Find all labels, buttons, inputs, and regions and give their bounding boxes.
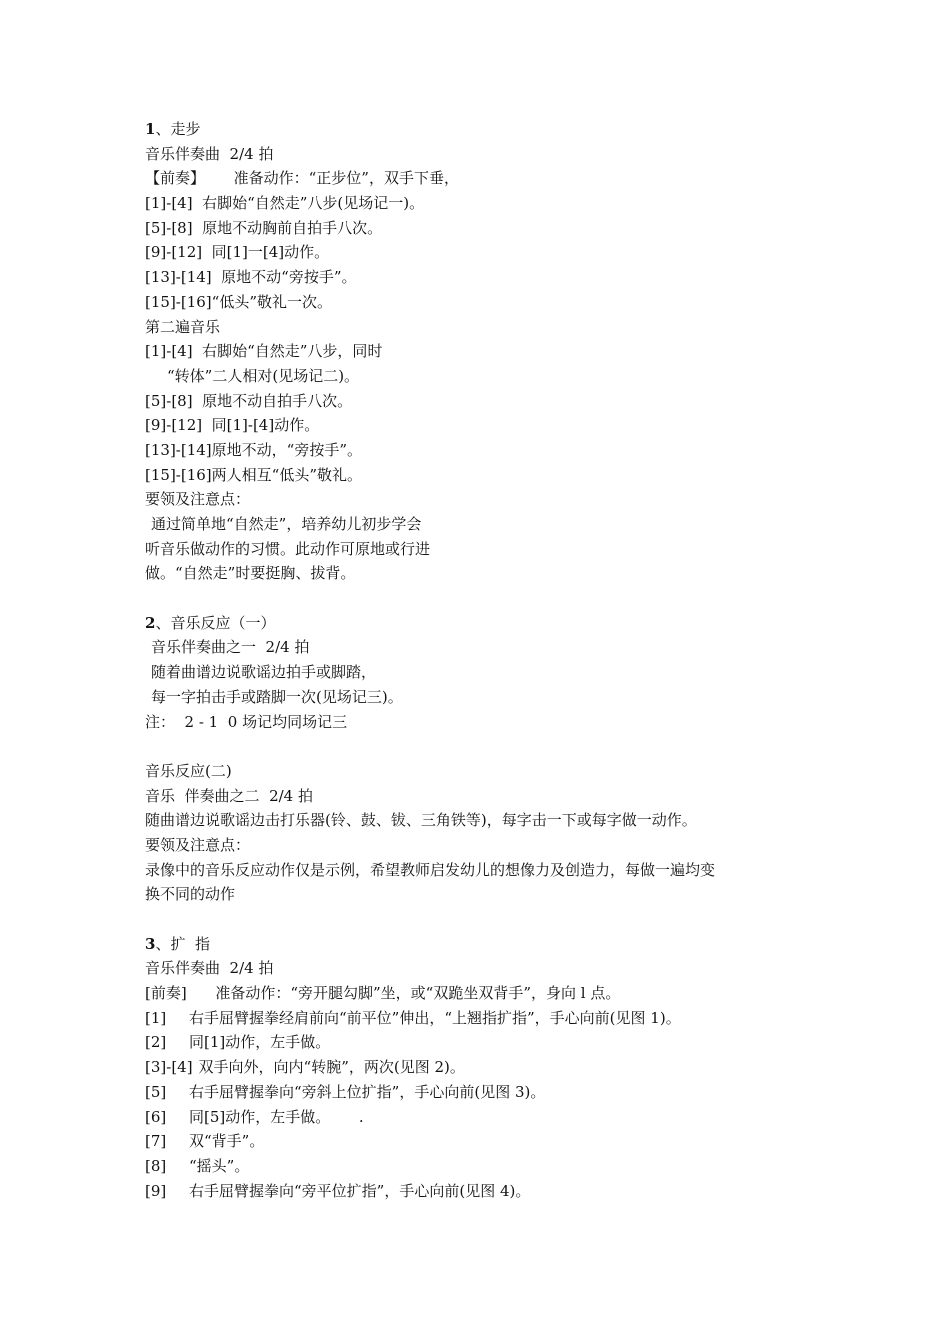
note-line: 听音乐做动作的习惯。此动作可原地或行进 xyxy=(145,539,431,558)
step-line xyxy=(145,1154,825,1179)
text-line: [15]-[16]两人相互“低头”敬礼。 xyxy=(145,465,362,484)
text-line: 音乐伴奏曲 2/4 拍 xyxy=(145,144,274,163)
text-line: 要领及注意点： xyxy=(145,490,251,509)
note-line: 注： 2 - 1 0 场记均同场记三 xyxy=(145,712,348,731)
text-line: 录像中的音乐反应动作仅是示例，希望教师启发幼儿的想像力及创造力，每做一遍均变 xyxy=(145,860,716,879)
text-line-indented: “转体”二人相对(见场记二)。 xyxy=(167,366,360,385)
text-line: 音乐伴奏曲 2/4 拍 xyxy=(145,959,274,978)
step-label: [2] xyxy=(145,1033,167,1052)
step-text: 同[5]动作，左手做。 . xyxy=(189,1107,364,1126)
step-line xyxy=(145,1179,825,1204)
section-1-heading xyxy=(145,117,825,142)
step-text: 双手向外，向内“转腕”，两次(见图 2)。 xyxy=(189,1058,465,1077)
step-text: 右手屈臂握拳经肩前向“前平位”伸出，“上翘指扩指”，手心向前(见图 1)。 xyxy=(189,1008,681,1027)
section-3-number: 3 xyxy=(145,934,156,953)
text-line: 要领及注意点： xyxy=(145,835,251,854)
section-1-number: 1 xyxy=(145,120,156,138)
text-line: [13]-[14] 原地不动“旁按手”。 xyxy=(145,268,357,287)
text-line-indented: 随着曲谱边说歌谣边拍手或脚踏， xyxy=(151,663,377,682)
text-line: [1]-[4] 右脚始“自然走”八步，同时 xyxy=(145,342,383,361)
section-2-number: 2 xyxy=(145,613,156,632)
step-label: [3]-[4] xyxy=(145,1058,193,1077)
section-2-heading xyxy=(145,611,825,636)
text-line: [9]-[12] 同[1]-[4]动作。 xyxy=(145,416,320,435)
paragraph-gap xyxy=(145,907,825,932)
text-line: [5]-[8] 原地不动胸前自拍手八次。 xyxy=(145,218,383,237)
step-text: “摇头”。 xyxy=(189,1156,250,1175)
step-line xyxy=(145,1006,825,1031)
step-line xyxy=(145,1129,825,1154)
step-line xyxy=(145,1055,825,1080)
step-label: [7] xyxy=(145,1132,167,1151)
note-line: 做。“自然走”时要挺胸、拔背。 xyxy=(145,564,356,583)
text-line: 【前奏】 准备动作：“正步位”，双手下垂， xyxy=(145,169,459,188)
section-3-title: 、扩 指 xyxy=(155,934,210,953)
subsection-title: 音乐反应(二) xyxy=(145,761,232,780)
step-label: [5] xyxy=(145,1082,167,1101)
step-text: 右手屈臂握拳向“旁平位扩指”，手心向前(见图 4)。 xyxy=(189,1181,531,1200)
text-line: [1]-[4] 右脚始“自然走”八步(见场记一)。 xyxy=(145,194,425,213)
text-line: [5]-[8] 原地不动自拍手八次。 xyxy=(145,391,353,410)
step-label: [6] xyxy=(145,1107,167,1126)
text-line: 随曲谱边说歌谣边击打乐器(铃、鼓、钹、三角铁等)，每字击一下或每字做一动作。 xyxy=(145,811,697,830)
step-text: 右手屈臂握拳向“旁斜上位扩指”，手心向前(见图 3)。 xyxy=(189,1082,546,1101)
step-label: [9] xyxy=(145,1181,167,1200)
step-label: [1] xyxy=(145,1008,167,1027)
text-line: 换不同的动作 xyxy=(145,885,236,904)
step-line xyxy=(145,1030,825,1055)
text-line: [15]-[16]“低头”敬礼一次。 xyxy=(145,292,332,311)
text-line: 音乐 伴奏曲之二 2/4 拍 xyxy=(145,786,313,805)
paragraph-gap xyxy=(145,586,825,611)
section-2-title: 、音乐反应（一） xyxy=(155,613,276,632)
step-line xyxy=(145,1080,825,1105)
step-line xyxy=(145,1105,825,1130)
section-1-title: 、走步 xyxy=(155,120,201,138)
text-line: [前奏] 准备动作：“旁开腿勾脚”坐，或“双跪坐双背手”，身向 l 点。 xyxy=(145,984,621,1003)
text-line-indented: 音乐伴奏曲之一 2/4 拍 xyxy=(151,638,310,657)
step-text: 双“背手”。 xyxy=(189,1132,265,1151)
paragraph-gap xyxy=(145,734,825,759)
text-line: [13]-[14]原地不动，“旁按手”。 xyxy=(145,440,362,459)
document-body xyxy=(145,117,825,1203)
text-line: 第二遍音乐 xyxy=(145,317,221,336)
section-3-heading xyxy=(145,932,825,957)
text-line-indented: 每一字拍击手或踏脚一次(见场记三)。 xyxy=(151,687,403,706)
text-line: [9]-[12] 同[1]一[4]动作。 xyxy=(145,243,330,262)
step-text: 同[1]动作，左手做。 xyxy=(189,1033,331,1052)
step-label: [8] xyxy=(145,1156,167,1175)
note-line: 通过简单地“自然走”，培养幼儿初步学会 xyxy=(151,515,422,533)
